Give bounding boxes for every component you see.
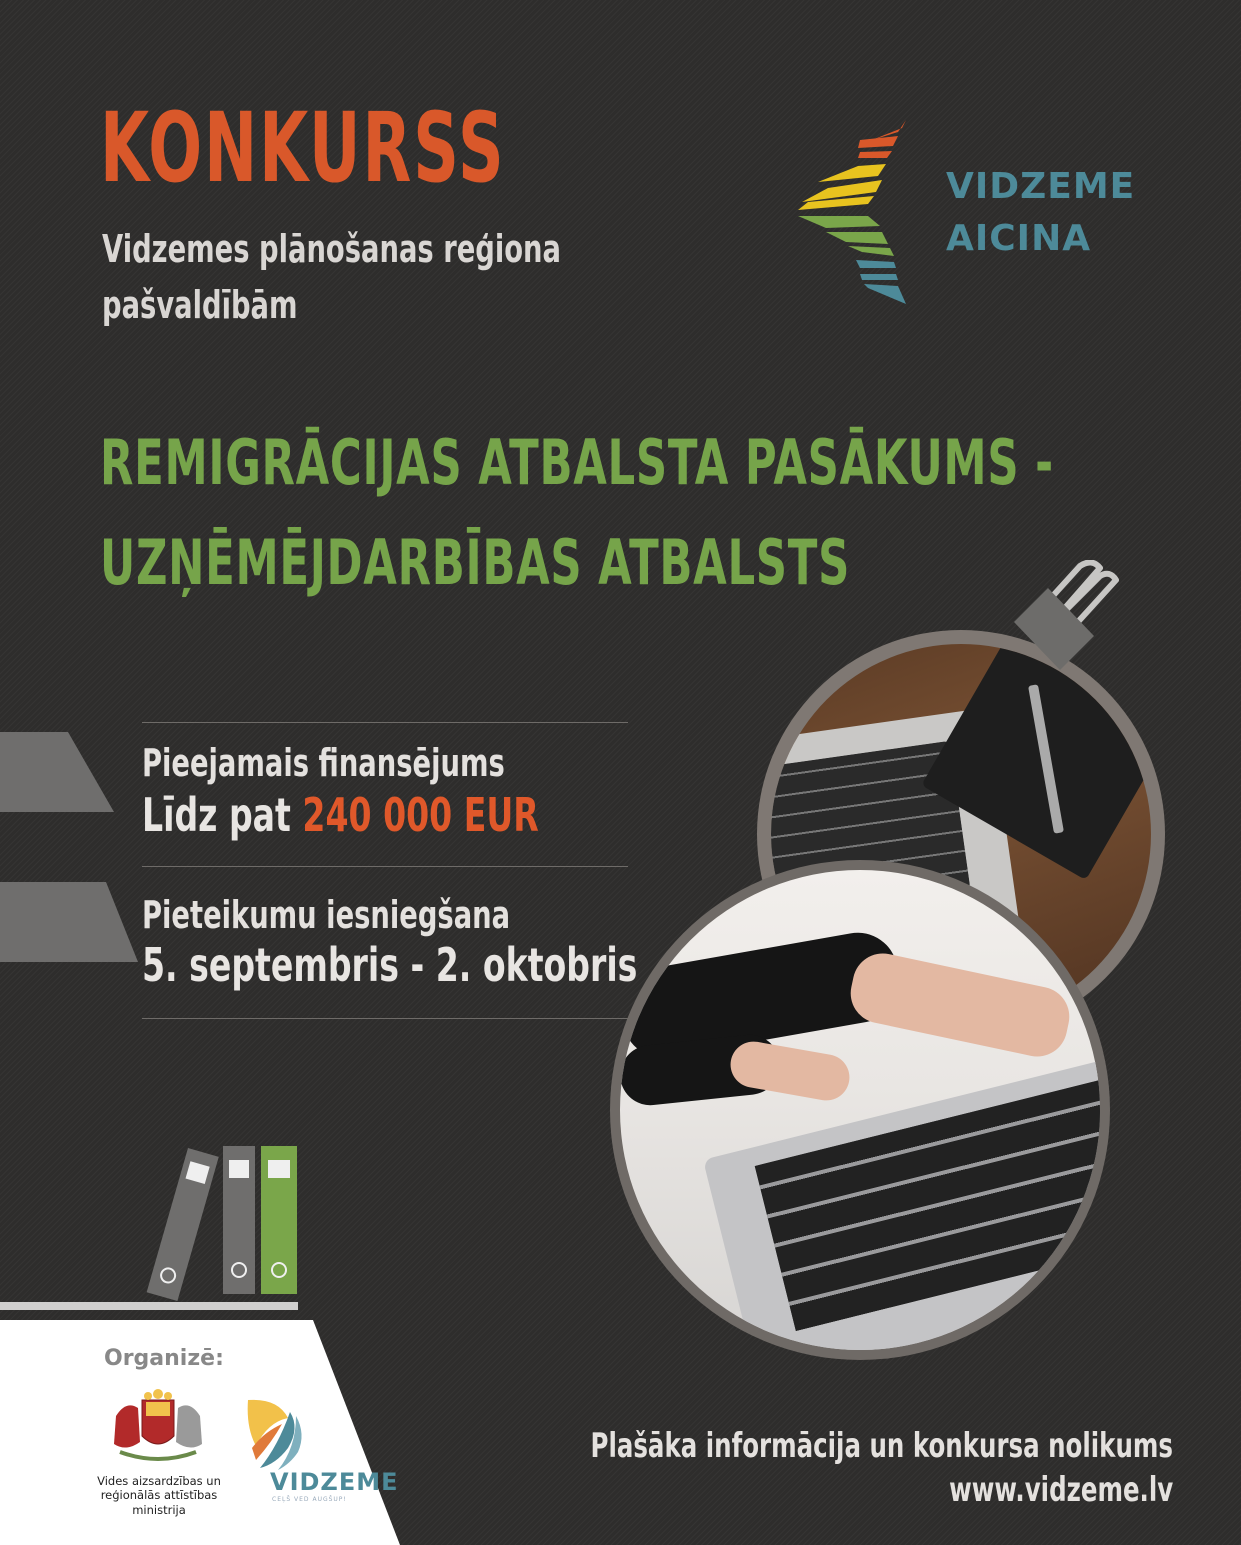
arrow-stripes-icon <box>798 118 918 308</box>
divider-top <box>142 722 628 723</box>
vidzeme-logo-text: VIDZEME <box>270 1468 399 1496</box>
funding-prefix: Līdz pat <box>142 788 291 842</box>
funding-label: Pieejamais finansējums <box>142 741 505 785</box>
headline-line-2: UZŅĒMĒJDARBĪBAS ATBALSTS <box>100 526 851 599</box>
more-info-text: Plašāka informācija un konkursa nolikums <box>590 1426 1173 1466</box>
ministry-line-1: Vides aizsardzības un <box>97 1474 221 1488</box>
ministry-line-3: ministrija <box>132 1502 186 1517</box>
website-link[interactable]: www.vidzeme.lv <box>948 1470 1173 1510</box>
coat-of-arms-logo <box>106 1386 210 1466</box>
organizer-label: Organizē: <box>104 1346 224 1371</box>
binder-clip-icon <box>1000 560 1130 680</box>
vidzeme-region-logo <box>238 1398 328 1472</box>
vidzeme-aicina-logo <box>798 118 1158 308</box>
ministry-line-2: reģionālās attīstības <box>100 1488 218 1503</box>
binder-folders-icon <box>130 1142 310 1312</box>
headline-line-1: REMIGRĀCIJAS ATBALSTA PASĀKUMS - <box>100 426 1054 499</box>
arrow-tab-icon-2 <box>0 882 140 964</box>
funding-value <box>142 788 539 842</box>
ministry-name <box>84 1474 234 1517</box>
application-dates: 5. septembris - 2. oktobris <box>142 938 638 992</box>
divider-bottom <box>142 1018 628 1019</box>
application-label: Pieteikumu iesniegšana <box>142 893 511 937</box>
vidzeme-tagline: CEĻŠ VED AUGŠUP! <box>272 1496 347 1503</box>
arrow-tab-icon <box>0 732 115 814</box>
binders-baseline <box>0 1302 298 1310</box>
subtitle-line-2: pašvaldībām <box>102 283 298 327</box>
divider-middle <box>142 866 628 867</box>
typing-hands-photo <box>610 860 1110 1360</box>
funding-amount: 240 000 EUR <box>302 788 539 842</box>
brand-line-1: VIDZEME <box>946 166 1136 207</box>
subtitle-line-1: Vidzemes plānošanas reģiona <box>102 227 561 271</box>
contest-title: KONKURSS <box>100 92 506 204</box>
brand-line-2: AICINA <box>946 218 1092 259</box>
